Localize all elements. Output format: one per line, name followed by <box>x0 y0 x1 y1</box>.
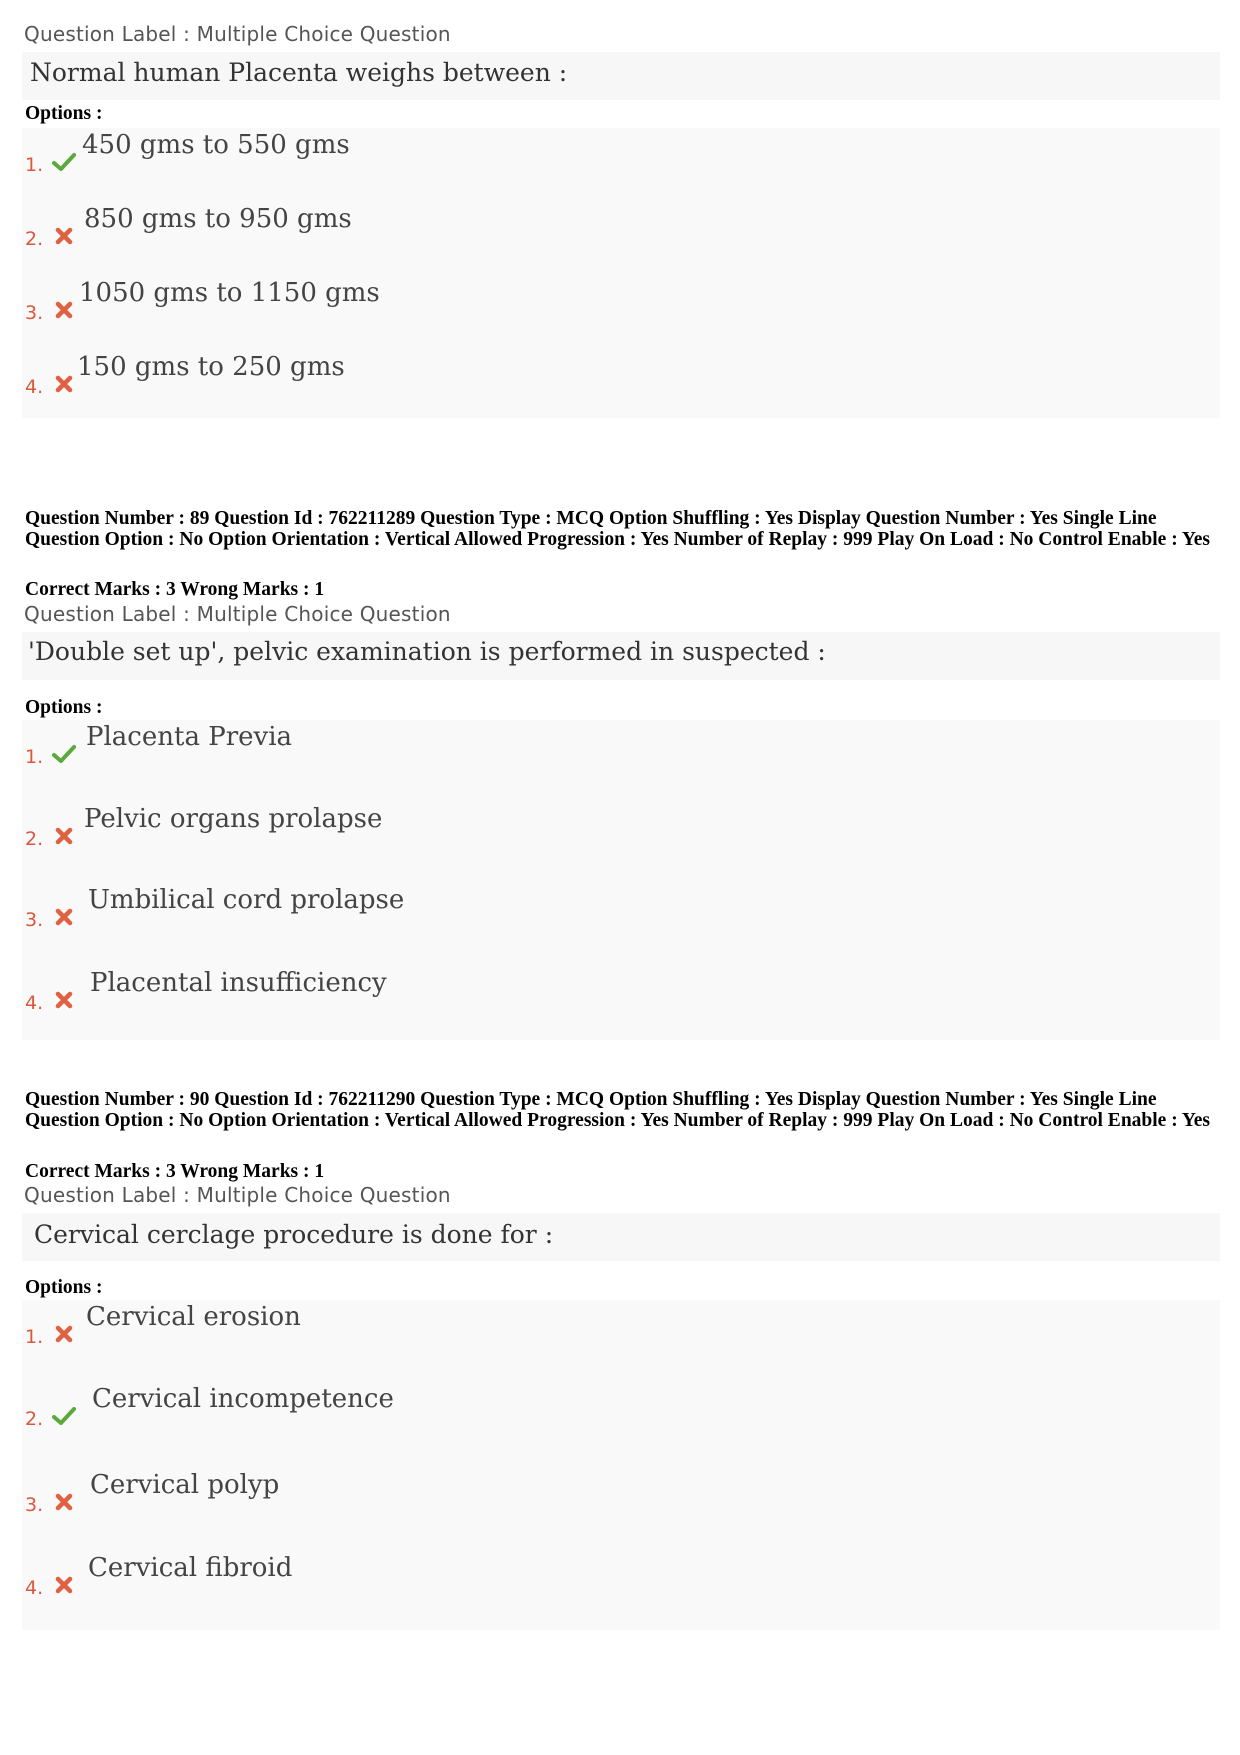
option-number: 1. <box>25 1326 44 1348</box>
question-text: Normal human Placenta weighs between : <box>30 58 568 87</box>
option-text: Cervical erosion <box>86 1302 301 1332</box>
question-label: Question Label : Multiple Choice Question <box>24 22 451 46</box>
cross-icon <box>52 1322 76 1346</box>
cross-icon <box>52 372 76 396</box>
option-item[interactable] <box>22 804 1220 864</box>
question-text-box <box>22 632 1220 680</box>
option-number: 4. <box>25 992 44 1014</box>
option-item[interactable] <box>22 885 1220 945</box>
check-icon <box>52 1404 76 1428</box>
option-text: Placental insufficiency <box>90 968 387 998</box>
option-text: 450 gms to 550 gms <box>82 130 350 160</box>
option-number: 1. <box>25 746 44 768</box>
check-icon <box>52 150 76 174</box>
option-item[interactable] <box>22 1470 1220 1530</box>
cross-icon <box>52 824 76 848</box>
option-item[interactable] <box>22 130 1220 190</box>
option-item[interactable] <box>22 968 1220 1028</box>
check-icon <box>52 742 76 766</box>
question-marks: Correct Marks : 3 Wrong Marks : 1 <box>25 1161 325 1182</box>
options-label: Options : <box>25 103 103 124</box>
question-text-box <box>22 1213 1220 1261</box>
option-text: Cervical polyp <box>90 1470 280 1500</box>
option-text: Pelvic organs prolapse <box>84 804 383 834</box>
option-number: 4. <box>25 1577 44 1599</box>
question-text: Cervical cerclage procedure is done for : <box>34 1220 554 1249</box>
cross-icon <box>52 905 76 929</box>
question-meta: Question Number : 89 Question Id : 762211289 Question Type : MCQ Option Shuffling : Yes Display Question Number : Yes Single Line Question Option : No Option Orientation : Vertical Allowed Progression : Yes Number of Replay : 999 Play On Load : No Control Enable : Yes <box>25 508 1211 550</box>
question-label: Question Label : Multiple Choice Question <box>24 1183 451 1207</box>
question-marks: Correct Marks : 3 Wrong Marks : 1 <box>25 579 325 600</box>
option-number: 2. <box>25 1408 44 1430</box>
option-number: 3. <box>25 302 44 324</box>
option-text: Placenta Previa <box>86 722 293 752</box>
question-meta: Question Number : 90 Question Id : 762211290 Question Type : MCQ Option Shuffling : Yes Display Question Number : Yes Single Line Question Option : No Option Orientation : Vertical Allowed Progression : Yes Number of Replay : 999 Play On Load : No Control Enable : Yes <box>25 1089 1211 1131</box>
option-text: 1050 gms to 1150 gms <box>79 278 380 308</box>
option-text: Cervical fibroid <box>88 1553 293 1583</box>
option-item[interactable] <box>22 722 1220 782</box>
cross-icon <box>52 1573 76 1597</box>
option-number: 4. <box>25 376 44 398</box>
option-number: 2. <box>25 228 44 250</box>
options-list <box>22 1300 1220 1630</box>
option-item[interactable] <box>22 278 1220 338</box>
option-number: 1. <box>25 154 44 176</box>
question-text: 'Double set up', pelvic examination is performed in suspected : <box>28 637 826 666</box>
option-number: 2. <box>25 828 44 850</box>
option-item[interactable] <box>22 1302 1220 1362</box>
cross-icon <box>52 988 76 1012</box>
option-number: 3. <box>25 1494 44 1516</box>
option-item[interactable] <box>22 352 1220 412</box>
question-text-box <box>22 52 1220 100</box>
question-label: Question Label : Multiple Choice Question <box>24 602 451 626</box>
option-text: 150 gms to 250 gms <box>77 352 345 382</box>
option-item[interactable] <box>22 1553 1220 1613</box>
option-item[interactable] <box>22 1384 1220 1444</box>
option-text: 850 gms to 950 gms <box>84 204 352 234</box>
option-item[interactable] <box>22 204 1220 264</box>
options-label: Options : <box>25 697 103 718</box>
options-list <box>22 720 1220 1040</box>
options-label: Options : <box>25 1277 103 1298</box>
options-list <box>22 128 1220 418</box>
option-number: 3. <box>25 909 44 931</box>
cross-icon <box>52 298 76 322</box>
option-text: Cervical incompetence <box>92 1384 394 1414</box>
option-text: Umbilical cord prolapse <box>88 885 405 915</box>
cross-icon <box>52 224 76 248</box>
cross-icon <box>52 1490 76 1514</box>
